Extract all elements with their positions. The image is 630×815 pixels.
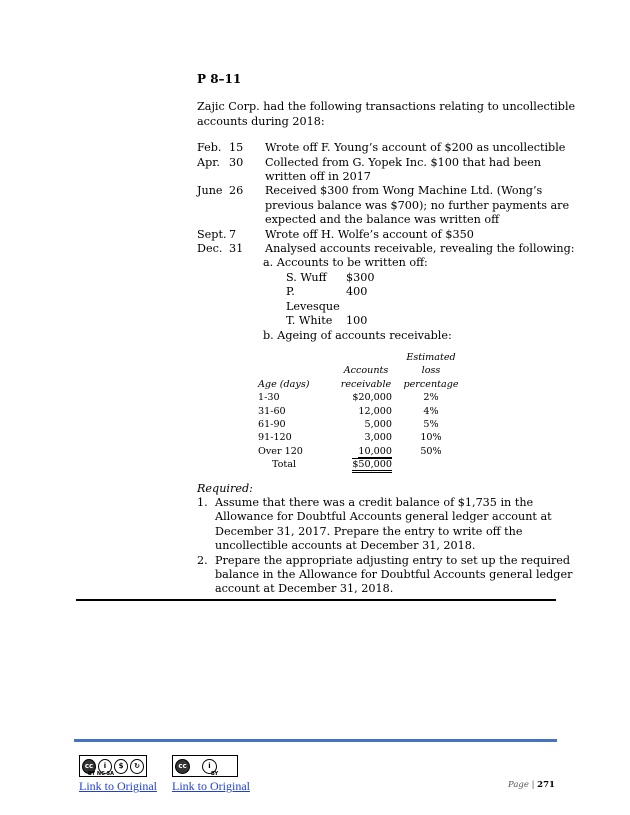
age-cell: 1-30	[258, 392, 280, 404]
table-row	[258, 405, 468, 418]
table-row	[258, 391, 468, 404]
percentage-cell: 50%	[420, 445, 442, 457]
table-row	[258, 431, 468, 444]
license-badge-text: BY	[211, 771, 219, 777]
table-total-row	[258, 458, 468, 471]
sub-item-b: b. Ageing of accounts receivable:	[263, 328, 452, 342]
link-to-original-1[interactable]: Link to Original	[79, 779, 157, 793]
page-prefix: Page |	[508, 780, 535, 790]
table-row	[258, 445, 468, 458]
receivable-cell: 5,000	[364, 418, 392, 430]
receivable-cell: 12,000	[358, 405, 392, 417]
write-off-row	[197, 285, 577, 314]
percentage-cell: 10%	[420, 432, 442, 444]
required-number: 1.	[197, 495, 208, 509]
header-estimated: Estimated	[406, 351, 456, 363]
tx-month: Dec.	[197, 242, 223, 256]
cc-by-license-icon: cc i BY	[172, 755, 238, 777]
sub-item-a: a. Accounts to be written off:	[263, 256, 428, 270]
percentage-cell: 4%	[423, 405, 439, 417]
write-off-name: P. Levesque	[286, 285, 340, 313]
tx-month: Apr.	[197, 155, 220, 169]
transaction-row	[197, 141, 577, 155]
required-text: Prepare the appropriate adjusting entry to set up the required balance in the Allowance for Doubtful Accounts general ledger account at December 31, 2018.	[215, 553, 573, 596]
link-to-original-2[interactable]: Link to Original	[172, 779, 250, 793]
tx-text: Collected from G. Yopek Inc. $100 that had been written off in 2017	[265, 155, 542, 184]
total-label: Total	[272, 459, 297, 471]
footer-divider	[74, 739, 557, 742]
tx-text: Analysed accounts receivable, revealing the following:	[265, 242, 575, 256]
write-off-row	[197, 314, 577, 328]
write-off-amount: $300	[346, 270, 375, 284]
page-number	[508, 780, 555, 790]
age-cell: 31-60	[258, 405, 286, 417]
required-number: 2.	[197, 553, 208, 567]
receivable-cell: 3,000	[364, 432, 392, 444]
age-cell: Over 120	[258, 445, 303, 457]
write-off-name: S. Wuff	[286, 270, 327, 284]
column-header-age: Age (days)	[258, 378, 310, 390]
ageing-table	[258, 351, 468, 472]
problem-title: P 8–11	[197, 72, 242, 86]
tx-text: Received $300 from Wong Machine Ltd. (Wong’s previous balance was $700); no further payments are expected and the balance was written off	[265, 184, 570, 227]
transaction-row	[197, 228, 577, 242]
age-cell: 61-90	[258, 418, 286, 430]
page-number-value: 271	[537, 780, 555, 790]
required-label: Required:	[197, 481, 253, 495]
tx-day: 26	[229, 184, 244, 198]
transaction-row	[197, 156, 577, 185]
column-header-percentage: percentage	[403, 378, 459, 390]
problem-content	[197, 72, 577, 597]
tx-day: 7	[229, 227, 237, 241]
license-badge-text: BY NC SA	[88, 771, 114, 777]
tx-day: 30	[229, 155, 244, 169]
total-value: $50,000	[352, 458, 392, 473]
write-off-amount: 100	[346, 314, 368, 328]
section-divider	[76, 599, 556, 601]
write-off-amount: 400	[346, 285, 368, 299]
age-cell: 91-120	[258, 432, 292, 444]
percentage-cell: 5%	[423, 418, 439, 430]
tx-day: 31	[229, 242, 244, 256]
tx-month: Sept.	[197, 227, 227, 241]
required-text: Assume that there was a credit balance of $1,735 in the Allowance for Doubtful Accounts general ledger account at December 31, 2017. Prepare the entry to write off the uncollectible accounts at December 31, 2018.	[215, 495, 552, 553]
header-accounts: Accounts	[343, 365, 389, 377]
cc-by-nc-sa-license-icon: cc i $ ↻ BY NC SA	[79, 755, 147, 777]
required-item	[197, 496, 577, 554]
receivable-cell: $20,000	[352, 392, 392, 404]
table-row	[258, 418, 468, 431]
receivable-cell: 10,000	[358, 445, 392, 457]
header-loss: loss	[421, 365, 441, 377]
tx-month: Feb.	[197, 141, 222, 155]
write-off-name: T. White	[286, 314, 333, 328]
percentage-cell: 2%	[423, 392, 439, 404]
required-item	[197, 554, 577, 597]
tx-day: 15	[229, 141, 244, 155]
tx-text: Wrote off F. Young’s account of $200 as uncollectible	[265, 141, 566, 155]
tx-text: Wrote off H. Wolfe’s account of $350	[265, 227, 474, 241]
write-off-row	[197, 271, 577, 285]
column-header-receivable: receivable	[340, 378, 392, 390]
tx-month: June	[197, 184, 223, 198]
problem-intro: Zajic Corp. had the following transactions relating to uncollectible accounts during 2018:	[197, 100, 576, 128]
transaction-row	[197, 242, 577, 256]
transaction-row	[197, 184, 577, 227]
